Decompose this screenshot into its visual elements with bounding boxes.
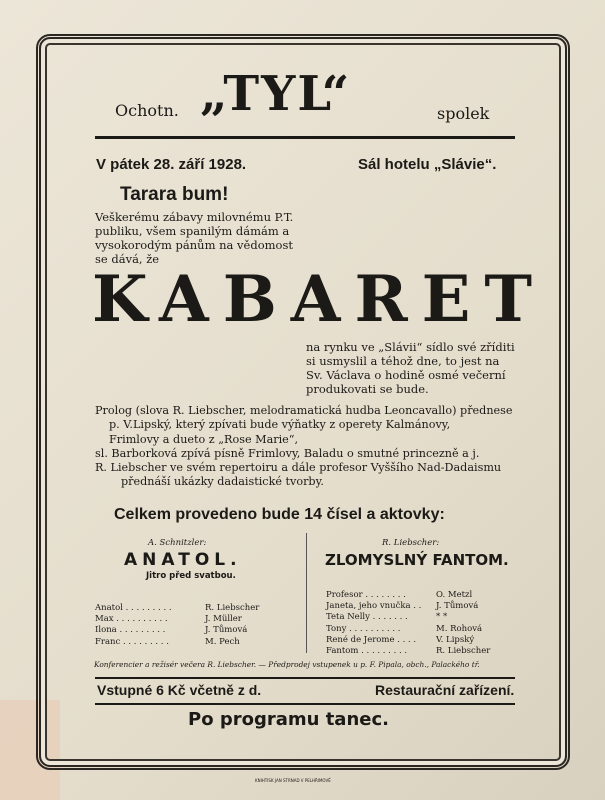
- left-cast-list: [95, 603, 259, 648]
- cast-actor: J. Tůmová: [205, 625, 248, 636]
- intro-line: vysokorodým pánům na vědomost: [95, 238, 293, 252]
- cast-role: Max . . . . . . . . . .: [95, 614, 168, 625]
- header-right: spolek: [437, 104, 490, 123]
- cast-actor: M. Rohová: [436, 623, 483, 634]
- right-play-author: R. Liebscher:: [382, 538, 440, 548]
- cast-actor: V. Lipský: [436, 634, 475, 645]
- cast-row: [326, 601, 490, 612]
- program-line: přednáší ukázky dadaistické tvorby.: [121, 475, 324, 489]
- announce-line: si usmyslil a téhož dne, to jest na: [306, 354, 500, 368]
- cast-role: Anatol . . . . . . . . .: [95, 603, 172, 613]
- announce-text: [306, 340, 515, 396]
- header-left: Ochotn.: [115, 101, 179, 120]
- cast-role: René de Jerome . . . .: [326, 634, 417, 645]
- cast-role: Fantom . . . . . . . . .: [326, 646, 408, 657]
- closing-line: Po programu tanec.: [188, 709, 389, 730]
- cast-role: Teta Nelly . . . . . . .: [326, 612, 408, 623]
- cast-actor: M. Pech: [205, 636, 240, 647]
- program-line: Prolog (slova R. Liebscher, melodramatická hudba Leoncavallo) přednese: [95, 404, 513, 417]
- total-heading: Celkem provedeno bude 14 čísel a aktovky:: [114, 506, 445, 523]
- intro-text: [95, 210, 293, 266]
- intro-line: se dává, že: [95, 252, 160, 266]
- right-play-title: ZLOMYSLNÝ FANTOM.: [325, 551, 509, 569]
- program-line: p. V.Lipský, který zpívati bude výňatky z operety Kalmánovy,: [109, 418, 451, 432]
- footer-right: Restaurační zařízení.: [375, 682, 515, 698]
- header-title: „TYL“: [200, 66, 352, 122]
- rule-bottom: [95, 703, 515, 705]
- cast-actor: J. Müller: [205, 614, 242, 625]
- printer-imprint: KNIHTISK JAN STRNAD V PELHŘIMOVĚ: [255, 778, 331, 783]
- cast-row: [95, 603, 259, 614]
- announce-line: na rynku ve „Slávii“ sídlo své zříditi: [306, 340, 515, 354]
- cast-role: Ilona . . . . . . . . .: [95, 625, 166, 636]
- cast-row: [95, 625, 259, 636]
- cast-role: Profesor . . . . . . . .: [326, 590, 406, 600]
- cast-actor: O. Metzl: [436, 590, 473, 600]
- cast-actor: R. Liebscher: [205, 603, 260, 613]
- footer-left: Vstupné 6 Kč včetně z d.: [97, 682, 262, 698]
- left-play-title: ANATOL.: [124, 550, 242, 570]
- cast-row: [326, 635, 490, 646]
- cast-actor: R. Liebscher: [436, 646, 491, 657]
- announce-line: Sv. Václava o hodině osmé večerní: [306, 368, 506, 382]
- cast-role: Janeta, jeho vnučka . .: [326, 601, 422, 612]
- cast-role: Franc . . . . . . . . .: [95, 636, 169, 647]
- program-text: [95, 404, 513, 490]
- intro-line: Veškerému zábavy milovnému P.T.: [95, 210, 294, 224]
- program-line: sl. Barborková zpívá písně Frimlovy, Baladu o smutné princezně a j.: [95, 446, 480, 460]
- cast-actor: J. Tůmová: [436, 601, 479, 612]
- left-play-author: A. Schnitzler:: [148, 538, 207, 548]
- cast-row: [95, 614, 259, 625]
- footnote: Konferencier a režisér večera R. Liebscher. — Předprodej vstupenek u p. F. Pipala, obch., Palackého tř.: [94, 660, 480, 669]
- cast-row: [326, 624, 490, 635]
- program-line: R. Liebscher ve svém repertoiru a dále profesor Vyššího Nad-Dadaismu: [95, 461, 502, 475]
- announce-line: produkovati se bude.: [306, 382, 429, 396]
- main-title: KABARET: [92, 262, 547, 337]
- event-date: V pátek 28. září 1928.: [96, 156, 247, 173]
- event-venue: Sál hotelu „Slávie“.: [358, 156, 497, 173]
- cast-role: Tony . . . . . . . . . .: [326, 623, 401, 634]
- cast-row: [326, 612, 490, 623]
- left-play-subtitle: Jitro před svatbou.: [146, 571, 236, 581]
- program-line: Frimlovy a dueto z „Rose Marie“,: [109, 432, 299, 446]
- rule-top: [95, 136, 515, 139]
- cast-row: [326, 646, 490, 657]
- cast-row: [95, 637, 259, 648]
- cast-row: [326, 590, 490, 601]
- right-cast-list: [326, 590, 490, 657]
- rule-middle: [95, 677, 515, 679]
- cast-actor: * *: [436, 612, 448, 623]
- intro-heading: Tarara bum!: [120, 184, 229, 205]
- intro-line: publiku, všem spanilým dámám a: [95, 224, 290, 238]
- column-divider: [306, 533, 307, 653]
